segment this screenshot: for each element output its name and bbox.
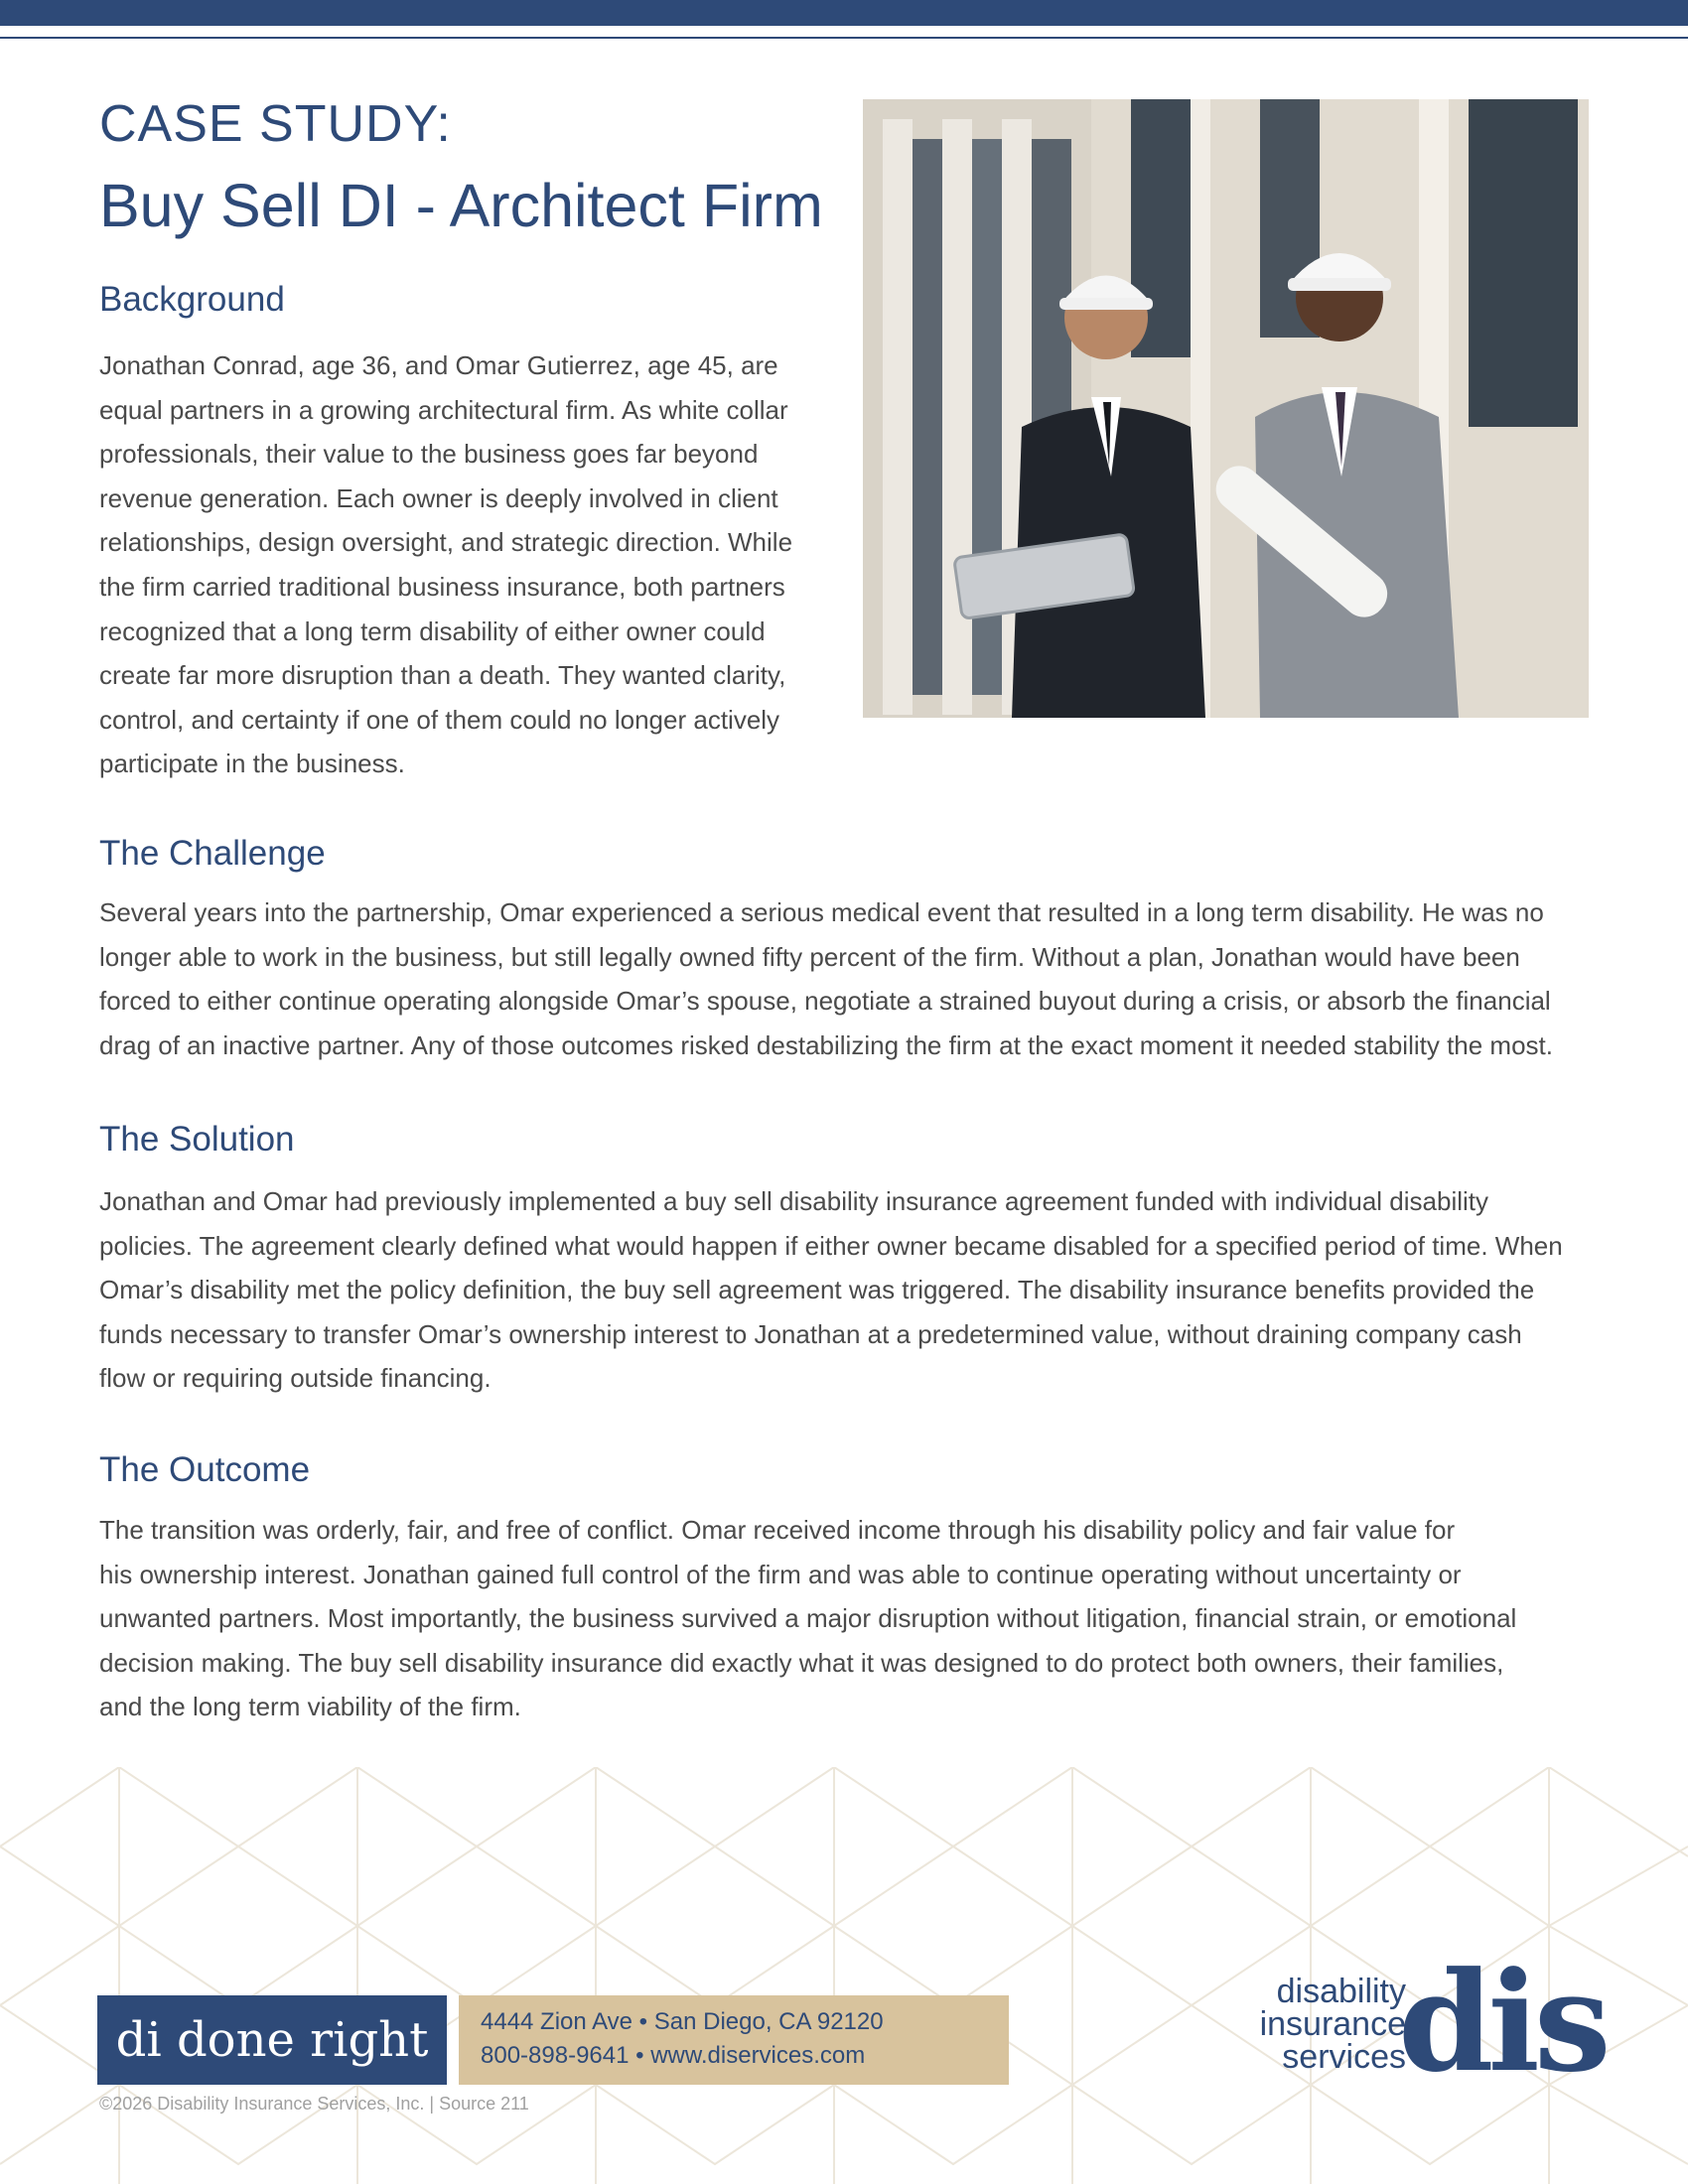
text-line: the firm carried traditional business insurance, both partners (99, 571, 785, 602)
text-line: policies. The agreement clearly defined what would happen if either owner became disabled for a specified period of time. When (99, 1230, 1563, 1261)
dis-company-logo (1247, 1941, 1606, 2103)
text-line: Jonathan and Omar had previously implemented a buy sell disability insurance agreement funded with individual disability (99, 1186, 1489, 1216)
text-line: participate in the business. (99, 749, 405, 779)
text-line: create far more disruption than a death. They wanted clarity, (99, 660, 786, 691)
text-line: control, and certainty if one of them could no longer actively (99, 704, 780, 735)
text-line: The transition was orderly, fair, and free of conflict. Omar received income through his disability policy and fair value for (99, 1515, 1456, 1545)
logo-word: disability (1276, 1973, 1406, 2010)
top-banner-bar (0, 0, 1688, 26)
challenge-heading: The Challenge (99, 834, 326, 873)
background-heading: Background (99, 280, 285, 319)
text-line: equal partners in a growing architectural firm. As white collar (99, 394, 788, 425)
solution-paragraph (99, 1179, 1563, 1401)
text-line: forced to either continue operating alongside Omar’s spouse, negotiate a strained buyout during a crisis, or absorb the financial (99, 986, 1551, 1017)
challenge-paragraph (99, 890, 1553, 1067)
copyright-notice: ©2026 Disability Insurance Services, Inc. | Source 211 (99, 2094, 529, 2114)
text-line: Omar’s disability met the policy definition, the buy sell agreement was triggered. The disability insurance benefits provided the (99, 1275, 1535, 1305)
di-done-right-brand: di done right (97, 1995, 447, 2085)
top-rule (0, 37, 1688, 39)
outcome-paragraph (99, 1508, 1516, 1729)
logo-wordmark (1247, 1973, 1406, 2076)
text-line: his ownership interest. Jonathan gained full control of the firm and was able to continue operating without uncertainty or (99, 1559, 1462, 1589)
logo-word: services (1282, 2038, 1406, 2076)
text-line: unwanted partners. Most importantly, the business survived a major disruption without litigation, financial strain, or emotional (99, 1603, 1517, 1634)
text-line: relationships, design oversight, and strategic direction. While (99, 527, 793, 558)
text-line: funds necessary to transfer Omar’s ownership interest to Jonathan at a predetermined value, without draining company cash (99, 1318, 1522, 1349)
architects-photo (863, 99, 1589, 718)
page-title: Buy Sell DI - Architect Firm (99, 172, 823, 239)
address-line: 4444 Zion Ave • San Diego, CA 92120 (481, 2008, 884, 2035)
dis-logo-mark: dis (1398, 1941, 1606, 2103)
text-line: revenue generation. Each owner is deeply involved in client (99, 482, 778, 513)
outcome-heading: The Outcome (99, 1450, 311, 1489)
solution-heading: The Solution (99, 1120, 295, 1159)
text-line: flow or requiring outside financing. (99, 1363, 492, 1394)
text-line: Several years into the partnership, Omar experienced a serious medical event that resulted in a long term disability. He was no (99, 897, 1544, 927)
case-study-label: CASE STUDY: (99, 95, 452, 153)
text-line: professionals, their value to the business goes far beyond (99, 439, 759, 470)
background-paragraph (99, 343, 792, 786)
text-line: and the long term viability of the firm. (99, 1692, 521, 1722)
architects-photo-illustration (863, 99, 1589, 718)
contact-info-box (459, 1995, 1009, 2085)
text-line: drag of an inactive partner. Any of those outcomes risked destabilizing the firm at the exact moment it needed stability the most. (99, 1029, 1553, 1060)
text-line: longer able to work in the business, but still legally owned fifty percent of the firm. Without a plan, Jonathan would have been (99, 941, 1520, 972)
text-line: decision making. The buy sell disability insurance did exactly what it was designed to do protect both owners, their families, (99, 1647, 1504, 1678)
phone-website-line[interactable]: 800-898-9641 • www.diservices.com (481, 2042, 866, 2069)
logo-word: insurance (1259, 2005, 1406, 2043)
text-line: recognized that a long term disability of either owner could (99, 615, 766, 646)
text-line: Jonathan Conrad, age 36, and Omar Gutierrez, age 45, are (99, 350, 778, 380)
